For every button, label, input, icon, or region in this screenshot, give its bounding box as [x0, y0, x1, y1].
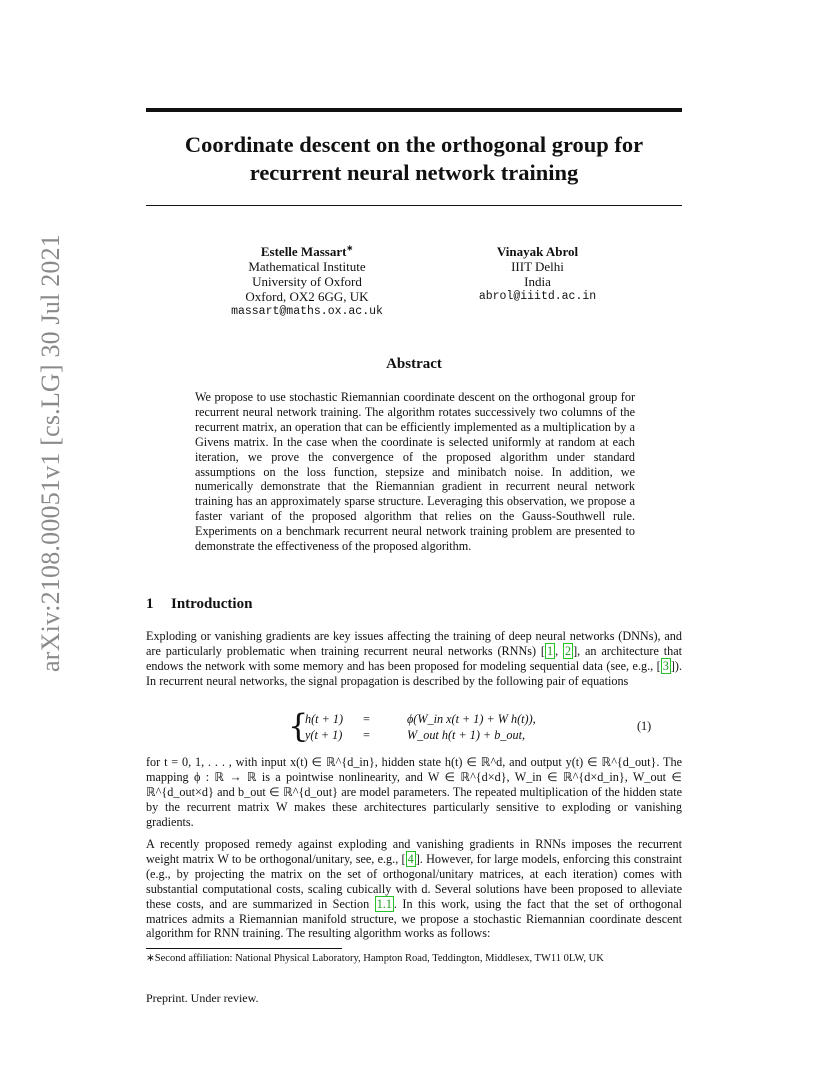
eq-row1-rhs: ϕ(W_in x(t + 1) + W h(t)),: [407, 712, 536, 726]
paper-title: [146, 131, 682, 187]
footnote: ∗Second affiliation: National Physical Laboratory, Hampton Road, Teddington, Middlesex, TW11 0LW, UK: [146, 953, 604, 964]
equation-1: [288, 707, 610, 745]
title-line-2: recurrent neural network training: [249, 160, 579, 185]
para-text: A recently proposed remedy against exploding and vanishing gradients in RNNs imposes the recurrent weight matrix W to be orthogonal/unitary, see, e.g.,: [146, 837, 682, 866]
arxiv-identifier: arXiv:2108.00051v1 [cs.LG] 30 Jul 2021: [36, 234, 65, 672]
author-affiliation: IIIT Delhi: [511, 259, 564, 274]
author-email: abrol@iiitd.ac.in: [478, 290, 597, 303]
equation-brace: {: [288, 707, 309, 745]
citation-link[interactable]: 4: [407, 851, 414, 866]
eq-row2-sign: =: [363, 728, 370, 742]
eq-row1-sign: =: [363, 712, 370, 726]
para-text: . In this work, using the fact that the set of orthogonal matrices admits a Riemannian manifold structure, we propose a stochastic Riemannian coordinate descent algorithm for RNN training. The resulting algorithm works as follows:: [146, 896, 682, 941]
eq-row2-rhs: W_out h(t + 1) + b_out,: [407, 728, 526, 742]
para-text: ). In recurrent neural networks, the signal propagation is described by the following pair of equations: [146, 658, 682, 688]
title-top-rule: [146, 108, 682, 112]
intro-paragraph-3: A recently proposed remedy against exploding and vanishing gradients in RNNs imposes the recurrent weight matrix W to be orthogonal/unitary, see, e.g., [ 4 ]. However, for large models, enforcing this constraint (e.g., by projecting the matrix on the set of orthogonal/unitary matrices, at each iteration) comes with substantial computational costs, scaling cubically with d. Several solutions have been proposed to alleviate these costs, and are summarized in Section 1.1 . In this work, using the fact that the set of orthogonal matrices admits a Riemannian manifold structure, we propose a stochastic Riemannian coordinate descent algorithm for RNN training. The resulting algorithm works as follows:: [146, 837, 682, 941]
para-text: Exploding or vanishing gradients are key issues affecting the training of deep neural networks (DNNs), and are particularly problematic when training recurrent neural networks (RNNs): [146, 629, 682, 658]
author-name: Vinayak Abrol: [496, 244, 579, 259]
author-email: massart@maths.ox.ac.uk: [231, 305, 383, 318]
author-address: Oxford, OX2 6GG, UK: [245, 289, 369, 304]
author-block-2: [455, 244, 620, 304]
section-number: 1: [146, 596, 154, 612]
author-name: Estelle Massart: [260, 244, 347, 259]
title-bottom-rule: [146, 205, 682, 206]
abstract-text: We propose to use stochastic Riemannian coordinate descent on the orthogonal group for recurrent neural network training. The algorithm rotates successively two columns of the recurrent matrix, an operation that can be efficiently implemented as a multiplication by a Givens matrix. In the case when the coordinate is selected uniformly at random at each iteration, we prove the convergence of the proposed algorithm under standard assumptions on the loss function, stepsize and minibatch noise. In addition, we numerically demonstrate that the Riemannian gradient in recurrent neural network training has an approximately sparse structure. Leveraging this observation, we propose a faster variant of the proposed algorithm that relies on the Gauss-Southwell rule. Experiments on a benchmark recurrent neural network training problem are presented to demonstrate the effectiveness of the proposed algorithm.: [195, 390, 635, 554]
affiliation-mark: ∗: [346, 243, 354, 253]
section-reference-link[interactable]: 1.1: [376, 896, 392, 911]
title-line-1: Coordinate descent on the orthogonal group for: [184, 132, 644, 157]
eq-row1-lhs: h(t + 1): [305, 712, 344, 726]
abstract-heading: Abstract: [386, 356, 442, 372]
section-heading: [146, 596, 252, 613]
equation-number: (1): [637, 719, 652, 733]
citation-link[interactable]: 3: [662, 658, 669, 673]
author-block-1: [212, 244, 402, 319]
preprint-note: Preprint. Under review.: [146, 991, 259, 1005]
eq-row2-lhs: y(t + 1): [305, 728, 343, 742]
author-affiliation: University of Oxford: [252, 274, 362, 289]
para-text: . However, for large models, enforcing this constraint (e.g., by projecting the matrix on the set of orthogonal/unitary matrices, at each iteration) comes with substantial computational costs, scaling cubically with d. Several solutions have been proposed to alleviate these costs, and are summarized in Section: [146, 851, 682, 911]
citation-link[interactable]: 2: [564, 643, 572, 658]
footnote-rule: [146, 948, 342, 949]
intro-paragraph-2: for t = 0, 1, . . . , with input x(t) ∈ ℝ^{d_in}, hidden state h(t) ∈ ℝ^d, and output y(t) ∈ ℝ^{d_out}. The mapping ϕ : ℝ → ℝ is a pointwise nonlinearity, and W ∈ ℝ^{d×d}, W_in ∈ ℝ^{d×d_in}, W_out ∈ ℝ^{d_out×d} and b_out ∈ ℝ^{d_out} are model parameters. The repeated multiplication of the hidden state by the recurrent matrix W makes these architectures particularly sensitive to exploding or vanishing gradients.: [146, 755, 682, 829]
author-address: India: [524, 274, 551, 289]
para-text: , an architecture that endows the network with some memory and has been proposed for modeling sequential data (see, e.g.,: [146, 643, 683, 673]
section-title: Introduction: [171, 596, 253, 612]
citation-link[interactable]: 1: [546, 643, 554, 658]
author-affiliation: Mathematical Institute: [248, 259, 366, 274]
intro-paragraph-1: Exploding or vanishing gradients are key issues affecting the training of deep neural networks (DNNs), and are particularly problematic when training recurrent neural networks (RNNs) [ 1 , 2 ], an architecture that endows the network with some memory and has been proposed for modeling sequential data (see, e.g., [ 3 ]). In recurrent neural networks, the signal propagation is described by the following pair of equations: [146, 629, 683, 688]
